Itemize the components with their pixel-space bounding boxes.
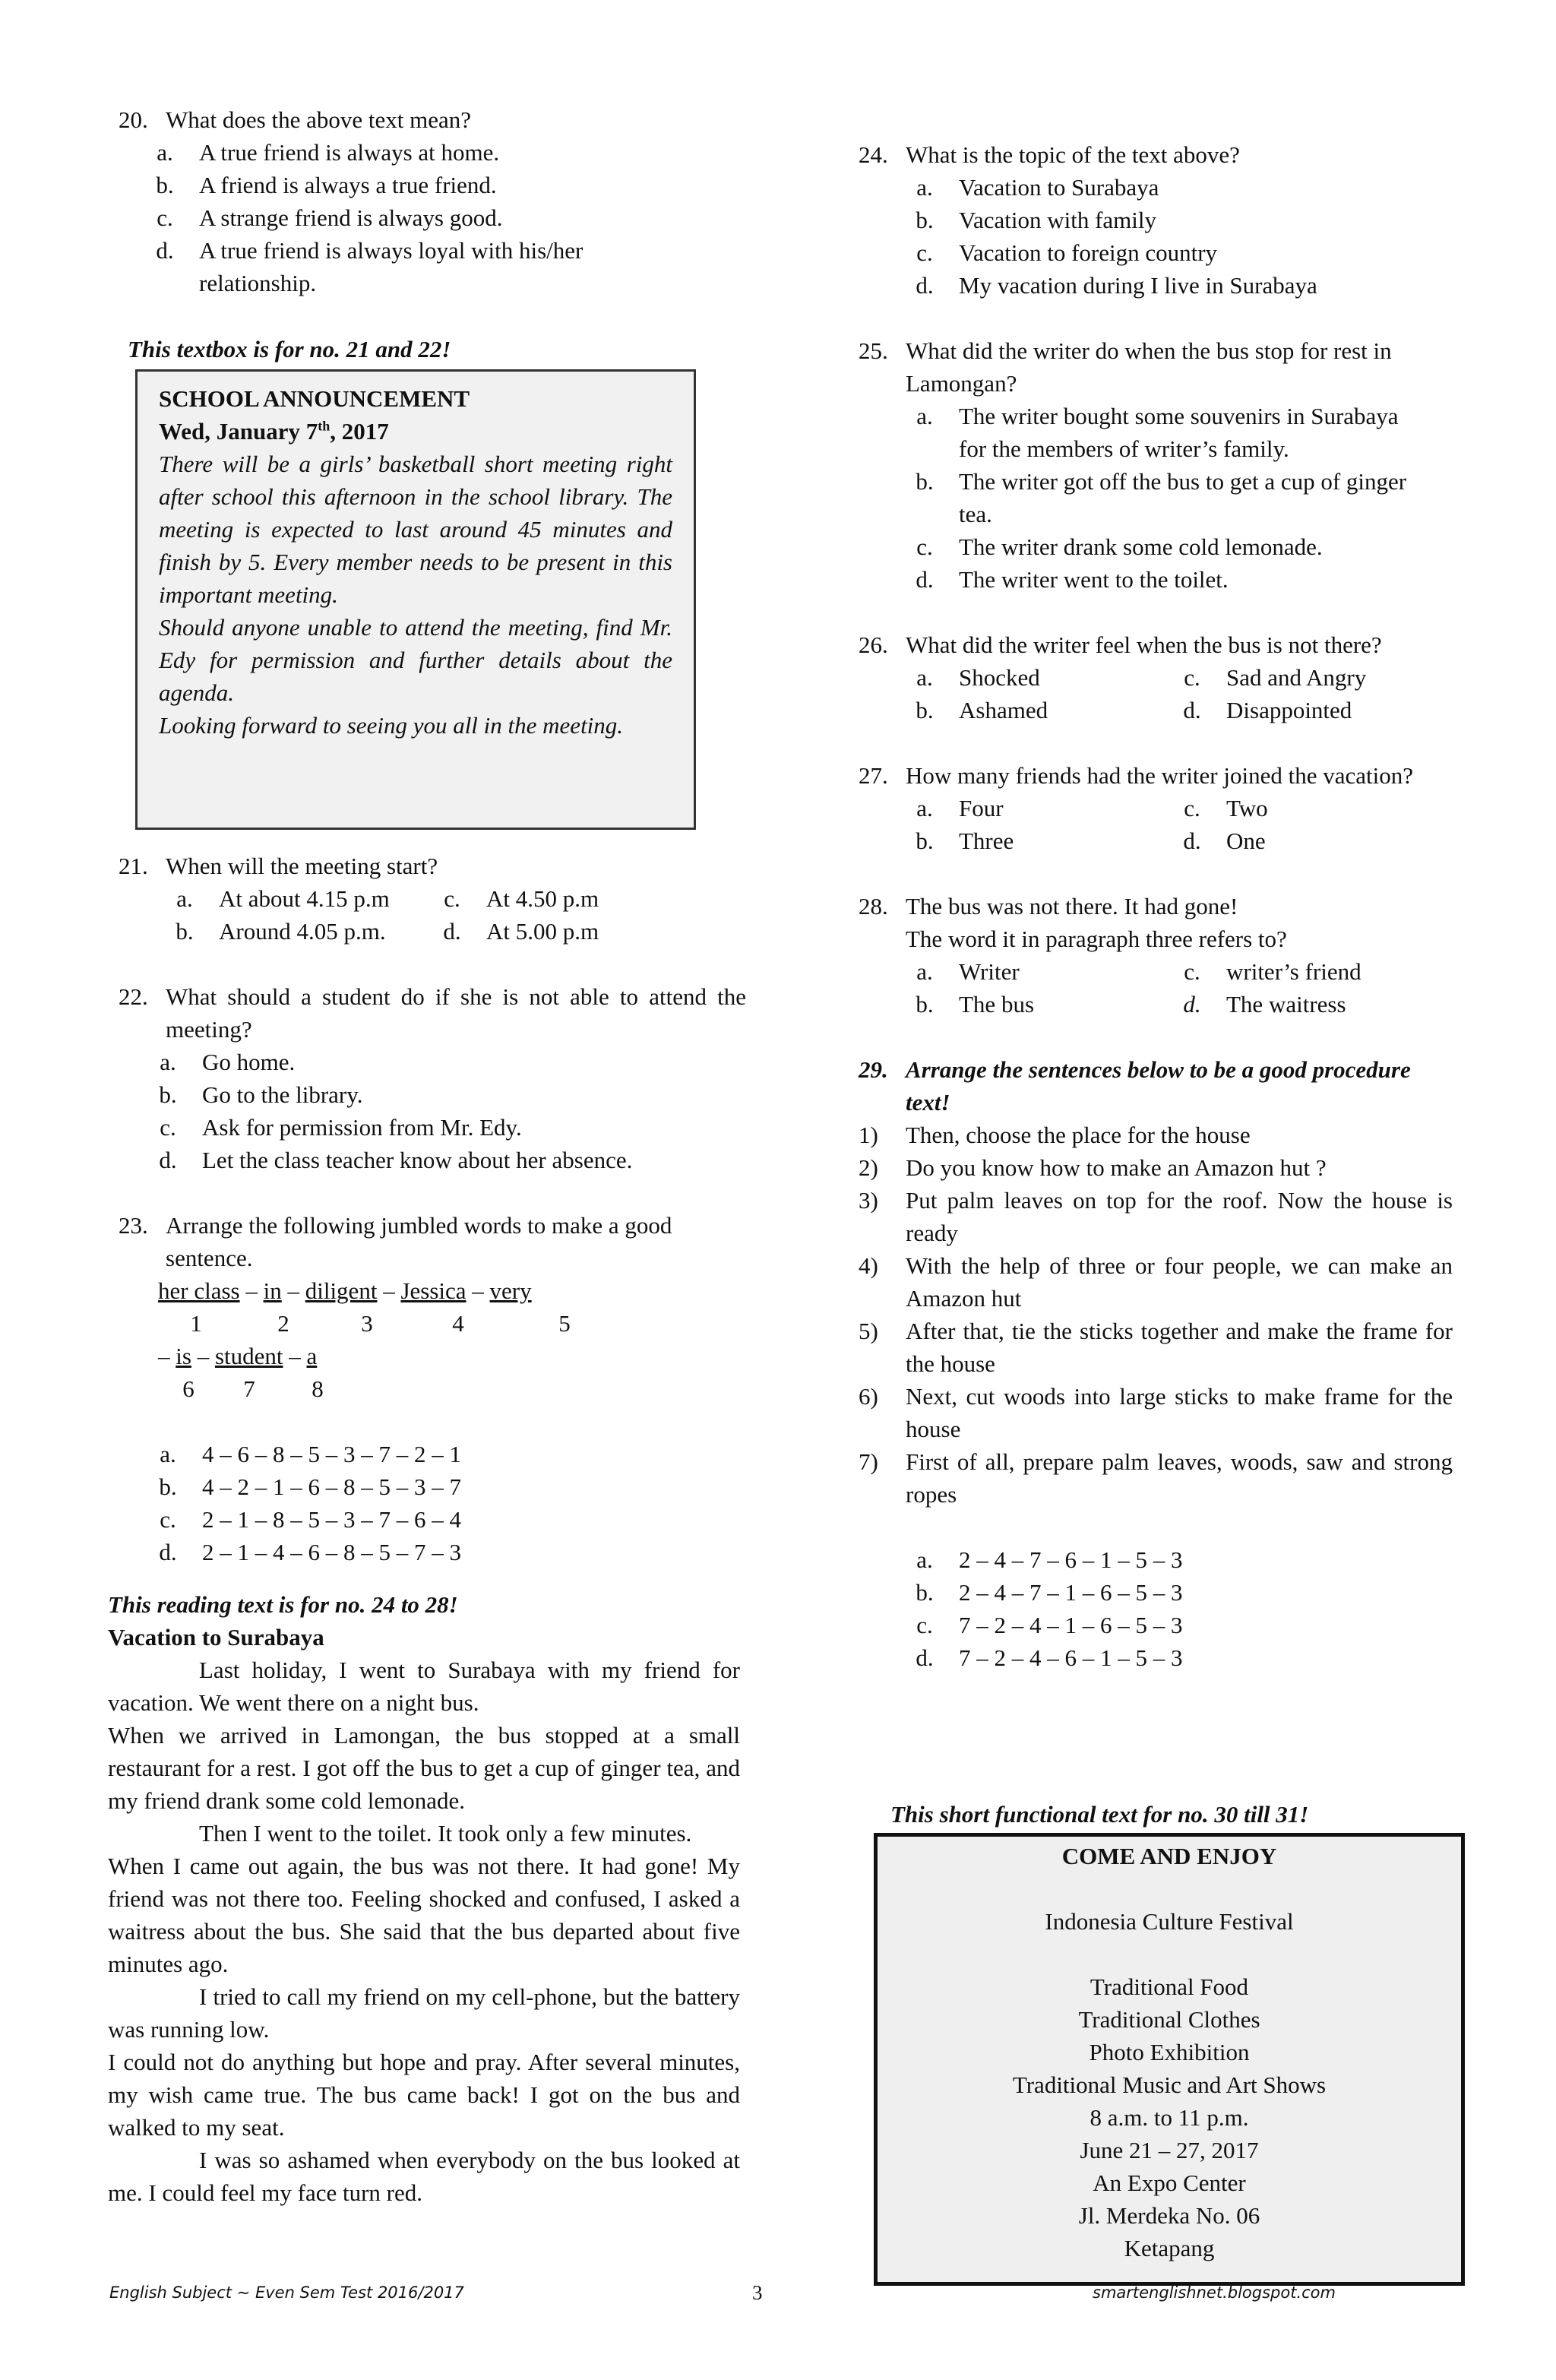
festival-line: Jl. Merdeka No. 06 — [1078, 2202, 1260, 2229]
question-28: 28. The bus was not there. It had gone! The word it in paragraph three refers to? a. Writer c. writer’s friend b. The bus d. The waitress — [859, 893, 1362, 1018]
question-23: 23. Arrange the following jumbled words to make a good sentence. her class – in – diligent – Jessica – very 1 2 3 4 5 – is – student – a 6 7 8 a. 4 – 6 – 8 – 5 – 3 – 7 – 2 – 1 b. 4 – 2 – 1 – 6 – 8 – 5 – 3 – 7 c. 2 – 1 – 8 – 5 – 3 – 7 – 6 – 4 d. 2 – 1 – 4 – 6 – 8 – 5 – 7 – 3 — [119, 1209, 746, 1568]
festival-line: Traditional Clothes — [1078, 2006, 1260, 2033]
reading-paragraph: When we arrived in Lamongan, the bus stopped at a small restaurant for a rest. I got off the bus to get a cup of ginger tea, and my friend drank some cold lemonade. — [108, 1722, 740, 1814]
festival-line: 8 a.m. to 11 p.m. — [1090, 2104, 1249, 2131]
reading-label: This reading text is for no. 24 to 28! — [108, 1591, 458, 1618]
question-26: 26. What did the writer feel when the bus is not there? a. Shocked c. Sad and Angry b. Ashamed d. Disappointed — [859, 631, 1382, 723]
footer-website: smartenglishnet.blogspot.com — [1093, 2283, 1336, 2302]
reading-text — [108, 1588, 740, 2209]
left-column — [108, 103, 746, 299]
festival-line: Photo Exhibition — [1089, 2039, 1250, 2065]
textbox-label-21-22: This textbox is for no. 21 and 22! — [128, 336, 451, 362]
question-22: 22. What should a student do if she is not able to attend the meeting? a. Go home. b. Go to the library. c. Ask for permission from Mr. Edy. d. Let the class teacher know about her absence. — [119, 983, 746, 1173]
functional-text-label: This short functional text for no. 30 till 31! — [890, 1801, 1309, 1828]
announcement-heading: SCHOOL ANNOUNCEMENT — [159, 385, 470, 412]
announcement-body-3: Looking forward to seeing you all in the meeting. — [159, 712, 624, 739]
question-20 — [119, 103, 746, 299]
right-column — [859, 138, 1453, 1674]
page-number: 3 — [752, 2281, 763, 2304]
festival-line: Traditional Music and Art Shows — [1012, 2071, 1327, 2098]
question-27: 27. How many friends had the writer joined the vacation? a. Four c. Two b. Three d. One — [859, 762, 1413, 854]
question-25: 25. What did the writer do when the bus stop for rest in Lamongan? a. The writer bought some souvenirs in Surabaya for the members of writer’s family. b. The writer got off the bus to get a cup of ginger tea. c. The writer drank some cold lemonade. d. The writer went to the toilet. — [859, 337, 1407, 593]
footer-subject: English Subject ~ Even Sem Test 2016/2017 — [109, 2283, 464, 2302]
question-text: What does the above text mean? — [166, 106, 471, 133]
reading-paragraph: When I came out again, the bus was not there. It had gone! My friend was not there too. Feeling shocked and confused, I asked a waitress about the bus. She said that the bus departed about five minutes ago. — [108, 1853, 740, 1977]
option: d. A true friend is always loyal with his/her relationship. — [156, 237, 584, 296]
option: b. A friend is always a true friend. — [156, 172, 497, 198]
festival-heading: COME AND ENJOY — [1061, 1843, 1277, 1869]
reading-title: Vacation to Surabaya — [108, 1624, 324, 1650]
option: a. A true friend is always at home. — [157, 139, 500, 166]
question-number: 20. — [119, 106, 148, 133]
announcement-date: Wed, January 7th, 2017 — [159, 418, 389, 445]
reading-paragraph: I was so ashamed when everybody on the bus looked at me. I could feel my face turn red. — [108, 2147, 740, 2206]
left-column-lower — [108, 850, 746, 1568]
reading-paragraph: I tried to call my friend on my cell-phone, but the battery was running low. — [108, 1983, 740, 2043]
reading-paragraph: Then I went to the toilet. It took only a few minutes. — [199, 1820, 692, 1847]
festival-line: An Expo Center — [1093, 2170, 1246, 2196]
festival-name: Indonesia Culture Festival — [1045, 1908, 1294, 1935]
question-24: 24. What is the topic of the text above? a. Vacation to Surabaya b. Vacation with family c. Vacation to foreign country d. My vacation during I live in Surabaya — [859, 141, 1317, 299]
reading-paragraph: I could not do anything but hope and pray. After several minutes, my wish came true. The bus came back! I got on the bus and walked to my seat. — [108, 2049, 740, 2141]
school-announcement-box — [135, 369, 696, 830]
festival-line: Traditional Food — [1090, 1973, 1249, 2000]
option: c. A strange friend is always good. — [157, 204, 503, 231]
procedure-sentences: 1) Then, choose the place for the house 2) Do you know how to make an Amazon hut ? 3) Put palm leaves on top for the roof. Now the house is ready 4) With the help of three or four people, we can make an Amazon hut 5) After that, tie the sticks together and make the frame for the house 6) Next, cut woods into large sticks to make frame for the house 7) First of all, prepare palm leaves, woods, saw and strong ropes — [859, 1122, 1453, 1508]
question-29: 29. Arrange the sentences below to be a good procedure text! 1) Then, choose the place for the house 2) Do you know how to make an Amazon hut ? 3) Put palm leaves on top for the roof. Now the house is ready 4) With the help of three or four people, we can make an Amazon hut 5) After that, tie the sticks together and make the frame for the house 6) Next, cut woods into large sticks to make frame for the house 7) First of all, prepare palm leaves, woods, saw and strong ropes a. 2 – 4 – 7 – 6 – 1 – 5 – 3 b. 2 – 4 – 7 – 1 – 6 – 5 – 3 c. 7 – 2 – 4 – 1 – 6 – 5 – 3 d. 7 – 2 – 4 – 6 – 1 – 5 – 3 — [859, 1056, 1453, 1671]
jumbled-words: her class – in – diligent – Jessica – very 1 2 3 4 5 – is – student – a 6 7 8 — [158, 1277, 571, 1402]
reading-paragraph: Last holiday, I went to Surabaya with my friend for vacation. We went there on a night bus. — [108, 1657, 740, 1716]
culture-festival-box — [874, 1833, 1465, 2286]
question-21: 21. When will the meeting start? a. At about 4.15 p.m c. At 4.50 p.m b. Around 4.05 p.m. d. At 5.00 p.m — [119, 853, 599, 945]
announcement-body-2: Should anyone unable to attend the meeting, find Mr. Edy for permission and further details about the agenda. — [159, 614, 672, 706]
festival-line: Ketapang — [1124, 2235, 1215, 2261]
festival-line: June 21 – 27, 2017 — [1080, 2137, 1259, 2163]
announcement-body-1: There will be a girls’ basketball short meeting right after school this afternoon in the school library. The meeting is expected to last around 45 minutes and finish by 5. Every member needs to be present in this important meeting. — [159, 451, 672, 608]
